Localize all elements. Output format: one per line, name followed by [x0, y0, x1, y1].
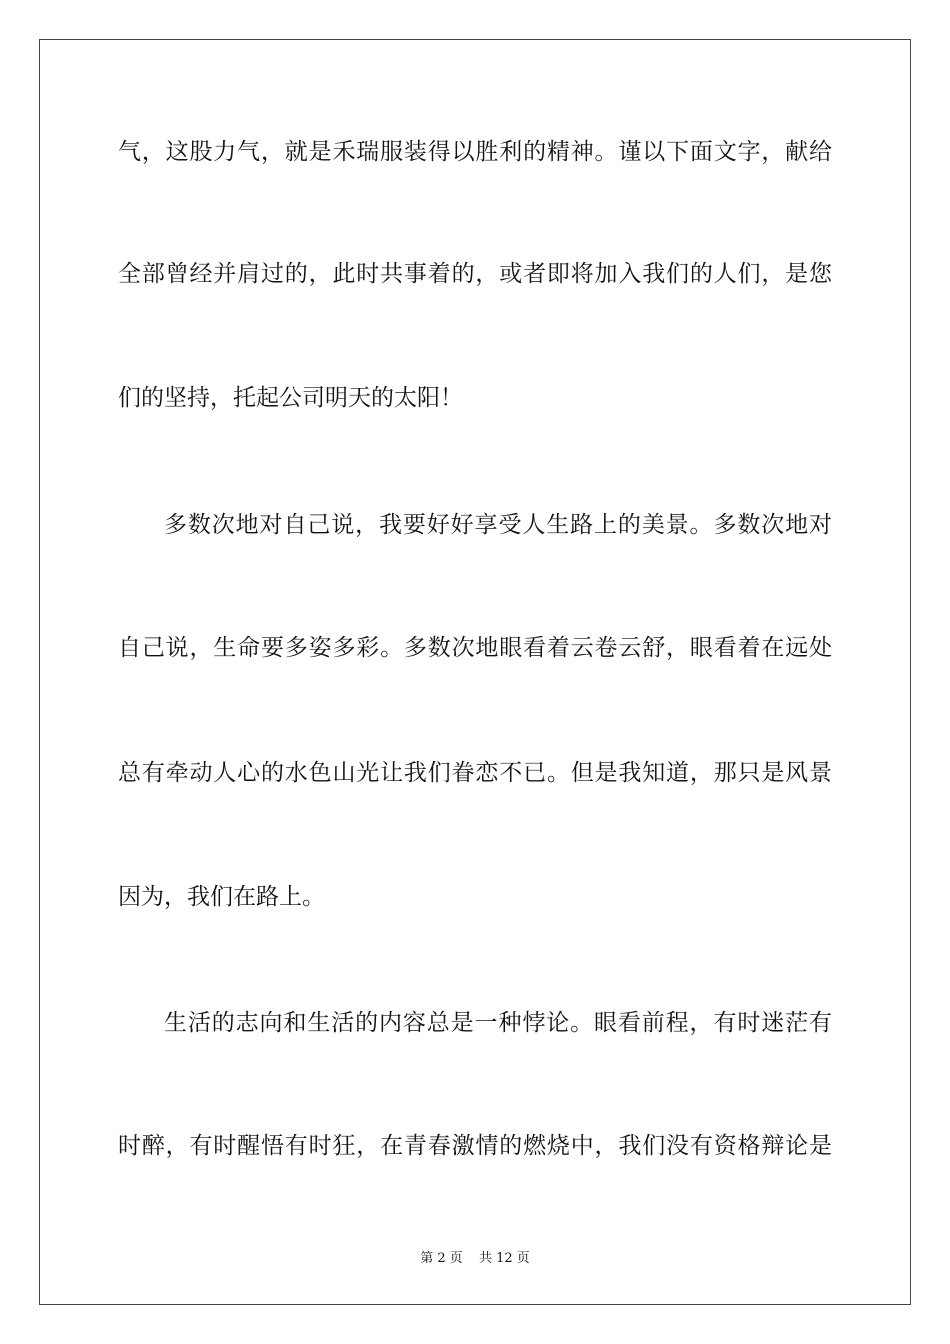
text-line-1: 气，这股力气，就是禾瑞服装得以胜利的精神。谨以下面文字，献给 [118, 139, 832, 165]
text-line-2: 全部曾经并肩过的，此时共事着的，或者即将加入我们的人们，是您 [118, 261, 832, 287]
text-line-6: 总有牵动人心的水色山光让我们眷恋不已。但是我知道，那只是风景 [118, 760, 832, 786]
page-number: 第 2 页 [420, 1251, 463, 1266]
page-footer [0, 1247, 950, 1266]
text-line-3: 们的坚持，托起公司明天的太阳！ [118, 385, 463, 411]
text-line-4: 多数次地对自己说，我要好好享受人生路上的美景。多数次地对 [164, 512, 832, 538]
text-line-7: 因为，我们在路上。 [118, 884, 325, 910]
page-border [39, 39, 911, 1305]
page-total: 共 12 页 [478, 1251, 530, 1266]
text-line-9: 时醉，有时醒悟有时狂，在青春激情的燃烧中，我们没有资格辩论是 [118, 1133, 832, 1159]
text-line-8: 生活的志向和生活的内容总是一种悖论。眼看前程，有时迷茫有 [164, 1010, 832, 1036]
text-line-5: 自己说，生命要多姿多彩。多数次地眼看着云卷云舒，眼看着在远处 [118, 635, 832, 661]
